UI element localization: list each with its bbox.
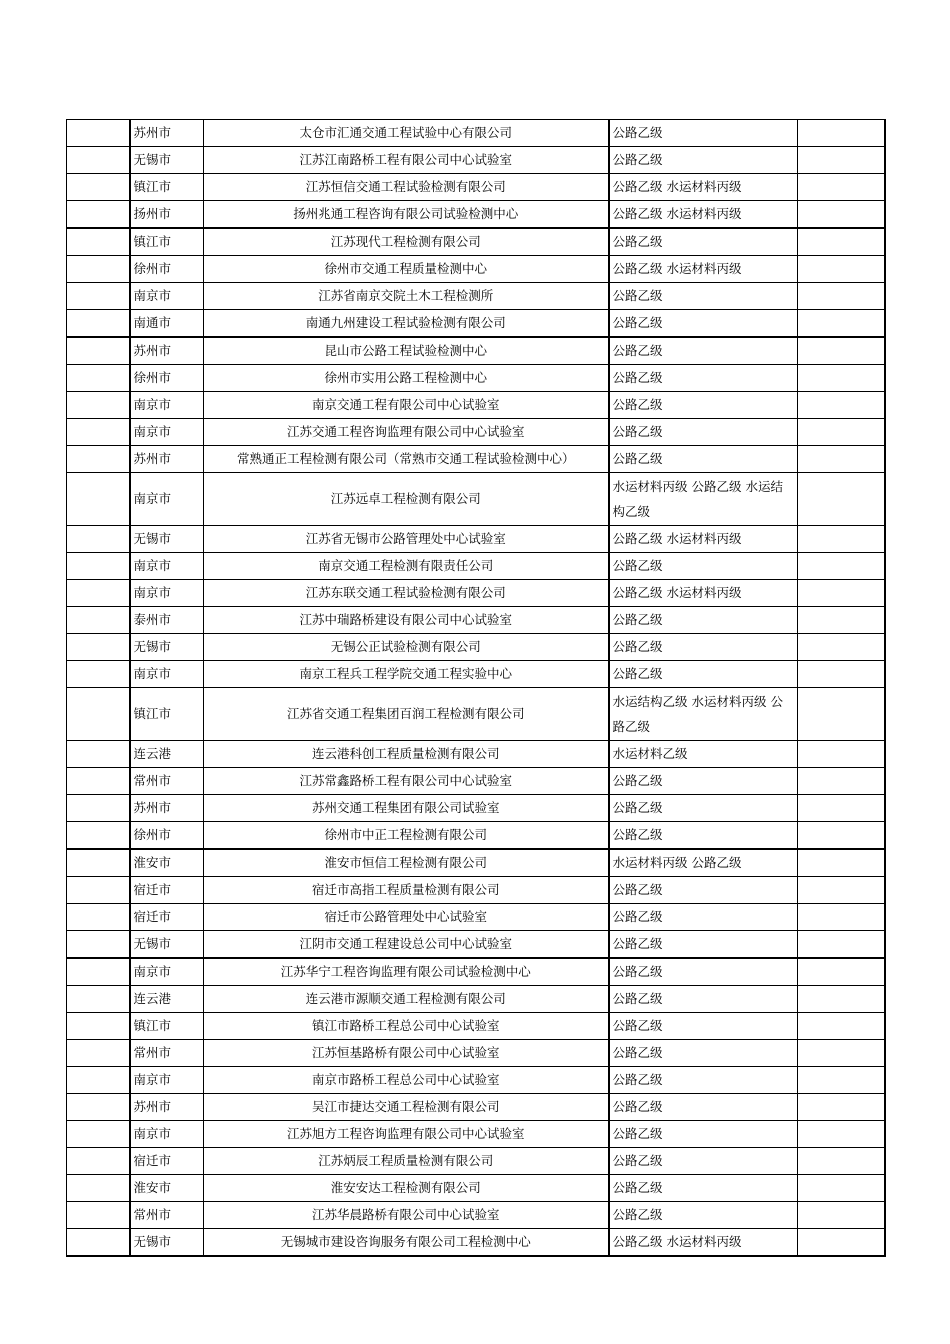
city-cell: 常州市 (130, 768, 204, 795)
qualification-cell: 公路乙级 (609, 661, 798, 688)
lab-name-cell: 连云港市源顺交通工程检测有限公司 (204, 986, 609, 1013)
table-row (67, 607, 885, 634)
remark-cell (798, 958, 885, 986)
qualification-cell: 公路乙级 (609, 365, 798, 392)
table-row (67, 365, 885, 392)
remark-cell (798, 1040, 885, 1067)
city-cell: 镇江市 (130, 174, 204, 201)
table-row (67, 1229, 885, 1257)
city-cell: 苏州市 (130, 795, 204, 822)
lab-name-cell: 无锡城市建设咨询服务有限公司工程检测中心 (204, 1229, 609, 1257)
remark-cell (798, 256, 885, 283)
city-cell: 南京市 (130, 661, 204, 688)
qualification-cell: 公路乙级 (609, 634, 798, 661)
city-cell: 常州市 (130, 1202, 204, 1229)
qualification-cell: 公路乙级 水运材料丙级 (609, 256, 798, 283)
city-cell: 苏州市 (130, 446, 204, 473)
table-row (67, 553, 885, 580)
qualification-cell: 公路乙级 (609, 147, 798, 174)
city-cell: 徐州市 (130, 365, 204, 392)
lab-name-cell: 淮安安达工程检测有限公司 (204, 1175, 609, 1202)
table-row (67, 822, 885, 850)
qualification-cell: 公路乙级 (609, 1148, 798, 1175)
city-cell: 宿迁市 (130, 904, 204, 931)
lab-name-cell: 淮安市恒信工程检测有限公司 (204, 849, 609, 877)
remark-cell (798, 849, 885, 877)
table-row (67, 392, 885, 419)
qualification-cell: 公路乙级 (609, 1040, 798, 1067)
table-row (67, 741, 885, 768)
remark-cell (798, 1175, 885, 1202)
remark-cell (798, 392, 885, 419)
city-cell: 连云港 (130, 741, 204, 768)
index-cell (67, 661, 130, 688)
index-cell (67, 473, 130, 526)
table-row (67, 201, 885, 229)
remark-cell (798, 201, 885, 229)
qualification-cell: 公路乙级 (609, 904, 798, 931)
index-cell (67, 768, 130, 795)
qualification-cell: 公路乙级 (609, 392, 798, 419)
lab-name-cell: 江苏远卓工程检测有限公司 (204, 473, 609, 526)
table-row (67, 419, 885, 446)
index-cell (67, 607, 130, 634)
city-cell: 宿迁市 (130, 1148, 204, 1175)
table-row (67, 446, 885, 473)
lab-list-table (66, 119, 886, 1257)
qualification-cell: 公路乙级 (609, 1067, 798, 1094)
lab-name-cell: 江苏旭方工程咨询监理有限公司中心试验室 (204, 1121, 609, 1148)
qualification-cell: 公路乙级 (609, 1094, 798, 1121)
city-cell: 扬州市 (130, 201, 204, 229)
city-cell: 无锡市 (130, 634, 204, 661)
lab-name-cell: 江苏炳辰工程质量检测有限公司 (204, 1148, 609, 1175)
index-cell (67, 849, 130, 877)
city-cell: 连云港 (130, 986, 204, 1013)
qualification-cell: 公路乙级 (609, 822, 798, 850)
city-cell: 苏州市 (130, 1094, 204, 1121)
table-row (67, 1067, 885, 1094)
table-row (67, 526, 885, 553)
remark-cell (798, 1229, 885, 1257)
qualification-cell: 公路乙级 (609, 986, 798, 1013)
table-row (67, 283, 885, 310)
lab-name-cell: 江苏华宁工程咨询监理有限公司试验检测中心 (204, 958, 609, 986)
remark-cell (798, 310, 885, 338)
city-cell: 南京市 (130, 1067, 204, 1094)
index-cell (67, 1229, 130, 1257)
index-cell (67, 1013, 130, 1040)
lab-name-cell: 徐州市中正工程检测有限公司 (204, 822, 609, 850)
qualification-cell: 水运材料丙级 公路乙级 (609, 849, 798, 877)
lab-name-cell: 南通九州建设工程试验检测有限公司 (204, 310, 609, 338)
qualification-cell: 公路乙级 (609, 607, 798, 634)
remark-cell (798, 741, 885, 768)
index-cell (67, 365, 130, 392)
index-cell (67, 1148, 130, 1175)
lab-name-cell: 昆山市公路工程试验检测中心 (204, 337, 609, 365)
index-cell (67, 174, 130, 201)
city-cell: 无锡市 (130, 147, 204, 174)
table-row (67, 768, 885, 795)
remark-cell (798, 174, 885, 201)
remark-cell (798, 688, 885, 741)
lab-name-cell: 南京市路桥工程总公司中心试验室 (204, 1067, 609, 1094)
remark-cell (798, 1067, 885, 1094)
qualification-cell: 公路乙级 (609, 446, 798, 473)
index-cell (67, 741, 130, 768)
remark-cell (798, 822, 885, 850)
remark-cell (798, 634, 885, 661)
remark-cell (798, 661, 885, 688)
table-row (67, 661, 885, 688)
qualification-cell: 公路乙级 (609, 553, 798, 580)
remark-cell (798, 986, 885, 1013)
table-row (67, 174, 885, 201)
qualification-cell: 公路乙级 (609, 283, 798, 310)
table-row (67, 688, 885, 741)
qualification-cell: 公路乙级 水运材料丙级 (609, 201, 798, 229)
lab-name-cell: 常熟通正工程检测有限公司（常熟市交通工程试验检测中心） (204, 446, 609, 473)
city-cell: 镇江市 (130, 688, 204, 741)
remark-cell (798, 365, 885, 392)
index-cell (67, 1094, 130, 1121)
lab-name-cell: 江苏现代工程检测有限公司 (204, 228, 609, 256)
table-row (67, 147, 885, 174)
index-cell (67, 904, 130, 931)
city-cell: 淮安市 (130, 849, 204, 877)
index-cell (67, 256, 130, 283)
city-cell: 苏州市 (130, 120, 204, 147)
qualification-cell: 公路乙级 (609, 419, 798, 446)
lab-name-cell: 南京交通工程检测有限责任公司 (204, 553, 609, 580)
city-cell: 无锡市 (130, 931, 204, 959)
remark-cell (798, 228, 885, 256)
table-row (67, 795, 885, 822)
index-cell (67, 1040, 130, 1067)
remark-cell (798, 419, 885, 446)
lab-name-cell: 江苏恒信交通工程试验检测有限公司 (204, 174, 609, 201)
table-row (67, 580, 885, 607)
index-cell (67, 310, 130, 338)
index-cell (67, 1067, 130, 1094)
qualification-cell: 公路乙级 (609, 1013, 798, 1040)
remark-cell (798, 1202, 885, 1229)
table-row (67, 1148, 885, 1175)
table-row (67, 1121, 885, 1148)
remark-cell (798, 931, 885, 959)
qualification-cell: 公路乙级 (609, 1202, 798, 1229)
lab-name-cell: 江苏华晨路桥有限公司中心试验室 (204, 1202, 609, 1229)
index-cell (67, 877, 130, 904)
qualification-cell: 公路乙级 (609, 1175, 798, 1202)
city-cell: 淮安市 (130, 1175, 204, 1202)
lab-name-cell: 江苏东联交通工程试验检测有限公司 (204, 580, 609, 607)
table-row (67, 1202, 885, 1229)
qualification-cell: 水运结构乙级 水运材料丙级 公路乙级 (609, 688, 798, 741)
lab-name-cell: 苏州交通工程集团有限公司试验室 (204, 795, 609, 822)
index-cell (67, 931, 130, 959)
remark-cell (798, 553, 885, 580)
index-cell (67, 822, 130, 850)
table-row (67, 473, 885, 526)
lab-name-cell: 徐州市实用公路工程检测中心 (204, 365, 609, 392)
table-row (67, 904, 885, 931)
remark-cell (798, 1013, 885, 1040)
qualification-cell: 公路乙级 水运材料丙级 (609, 1229, 798, 1257)
lab-name-cell: 宿迁市公路管理处中心试验室 (204, 904, 609, 931)
table-row (67, 228, 885, 256)
lab-name-cell: 江苏省无锡市公路管理处中心试验室 (204, 526, 609, 553)
index-cell (67, 419, 130, 446)
table-row (67, 849, 885, 877)
table-row (67, 634, 885, 661)
city-cell: 南京市 (130, 419, 204, 446)
remark-cell (798, 580, 885, 607)
lab-name-cell: 连云港科创工程质量检测有限公司 (204, 741, 609, 768)
remark-cell (798, 795, 885, 822)
index-cell (67, 201, 130, 229)
qualification-cell: 公路乙级 (609, 795, 798, 822)
index-cell (67, 228, 130, 256)
index-cell (67, 392, 130, 419)
lab-name-cell: 江苏交通工程咨询监理有限公司中心试验室 (204, 419, 609, 446)
lab-name-cell: 徐州市交通工程质量检测中心 (204, 256, 609, 283)
qualification-cell: 公路乙级 (609, 310, 798, 338)
city-cell: 南京市 (130, 1121, 204, 1148)
remark-cell (798, 473, 885, 526)
qualification-cell: 公路乙级 (609, 120, 798, 147)
table-row (67, 1013, 885, 1040)
index-cell (67, 526, 130, 553)
remark-cell (798, 1094, 885, 1121)
table-row (67, 120, 885, 147)
lab-name-cell: 江苏中瑞路桥建设有限公司中心试验室 (204, 607, 609, 634)
lab-name-cell: 南京交通工程有限公司中心试验室 (204, 392, 609, 419)
remark-cell (798, 904, 885, 931)
remark-cell (798, 768, 885, 795)
remark-cell (798, 1148, 885, 1175)
lab-name-cell: 扬州兆通工程咨询有限公司试验检测中心 (204, 201, 609, 229)
city-cell: 南京市 (130, 958, 204, 986)
remark-cell (798, 147, 885, 174)
index-cell (67, 147, 130, 174)
city-cell: 无锡市 (130, 1229, 204, 1257)
remark-cell (798, 607, 885, 634)
index-cell (67, 1202, 130, 1229)
city-cell: 徐州市 (130, 822, 204, 850)
city-cell: 无锡市 (130, 526, 204, 553)
lab-name-cell: 江苏省交通工程集团百润工程检测有限公司 (204, 688, 609, 741)
remark-cell (798, 446, 885, 473)
index-cell (67, 553, 130, 580)
remark-cell (798, 526, 885, 553)
table-row (67, 986, 885, 1013)
qualification-cell: 公路乙级 水运材料丙级 (609, 526, 798, 553)
city-cell: 苏州市 (130, 337, 204, 365)
lab-name-cell: 江阴市交通工程建设总公司中心试验室 (204, 931, 609, 959)
index-cell (67, 120, 130, 147)
remark-cell (798, 283, 885, 310)
lab-name-cell: 江苏常鑫路桥工程有限公司中心试验室 (204, 768, 609, 795)
lab-name-cell: 江苏江南路桥工程有限公司中心试验室 (204, 147, 609, 174)
city-cell: 南京市 (130, 392, 204, 419)
table-row (67, 1175, 885, 1202)
qualification-cell: 公路乙级 (609, 958, 798, 986)
qualification-cell: 公路乙级 (609, 877, 798, 904)
city-cell: 宿迁市 (130, 877, 204, 904)
city-cell: 常州市 (130, 1040, 204, 1067)
qualification-cell: 公路乙级 (609, 1121, 798, 1148)
index-cell (67, 1121, 130, 1148)
qualification-cell: 公路乙级 (609, 768, 798, 795)
qualification-cell: 公路乙级 (609, 337, 798, 365)
lab-name-cell: 江苏恒基路桥有限公司中心试验室 (204, 1040, 609, 1067)
index-cell (67, 337, 130, 365)
lab-name-cell: 南京工程兵工程学院交通工程实验中心 (204, 661, 609, 688)
remark-cell (798, 1121, 885, 1148)
index-cell (67, 283, 130, 310)
index-cell (67, 1175, 130, 1202)
city-cell: 南京市 (130, 283, 204, 310)
city-cell: 泰州市 (130, 607, 204, 634)
qualification-cell: 公路乙级 (609, 228, 798, 256)
index-cell (67, 795, 130, 822)
lab-name-cell: 无锡公正试验检测有限公司 (204, 634, 609, 661)
index-cell (67, 580, 130, 607)
remark-cell (798, 337, 885, 365)
table-row (67, 337, 885, 365)
lab-name-cell: 江苏省南京交院土木工程检测所 (204, 283, 609, 310)
city-cell: 南京市 (130, 553, 204, 580)
qualification-cell: 水运材料丙级 公路乙级 水运结构乙级 (609, 473, 798, 526)
qualification-cell: 水运材料乙级 (609, 741, 798, 768)
index-cell (67, 688, 130, 741)
city-cell: 南京市 (130, 473, 204, 526)
table-row (67, 256, 885, 283)
city-cell: 南京市 (130, 580, 204, 607)
lab-name-cell: 吴江市捷达交通工程检测有限公司 (204, 1094, 609, 1121)
remark-cell (798, 877, 885, 904)
index-cell (67, 986, 130, 1013)
qualification-cell: 公路乙级 水运材料丙级 (609, 174, 798, 201)
city-cell: 南通市 (130, 310, 204, 338)
qualification-cell: 公路乙级 (609, 931, 798, 959)
table-row (67, 1040, 885, 1067)
index-cell (67, 958, 130, 986)
table-row (67, 931, 885, 959)
city-cell: 镇江市 (130, 1013, 204, 1040)
table-row (67, 310, 885, 338)
table-row (67, 1094, 885, 1121)
table-row (67, 877, 885, 904)
index-cell (67, 634, 130, 661)
lab-name-cell: 镇江市路桥工程总公司中心试验室 (204, 1013, 609, 1040)
index-cell (67, 446, 130, 473)
lab-name-cell: 宿迁市高指工程质量检测有限公司 (204, 877, 609, 904)
lab-list-body (67, 120, 885, 1257)
city-cell: 镇江市 (130, 228, 204, 256)
remark-cell (798, 120, 885, 147)
city-cell: 徐州市 (130, 256, 204, 283)
qualification-cell: 公路乙级 水运材料丙级 (609, 580, 798, 607)
table-row (67, 958, 885, 986)
lab-name-cell: 太仓市汇通交通工程试验中心有限公司 (204, 120, 609, 147)
